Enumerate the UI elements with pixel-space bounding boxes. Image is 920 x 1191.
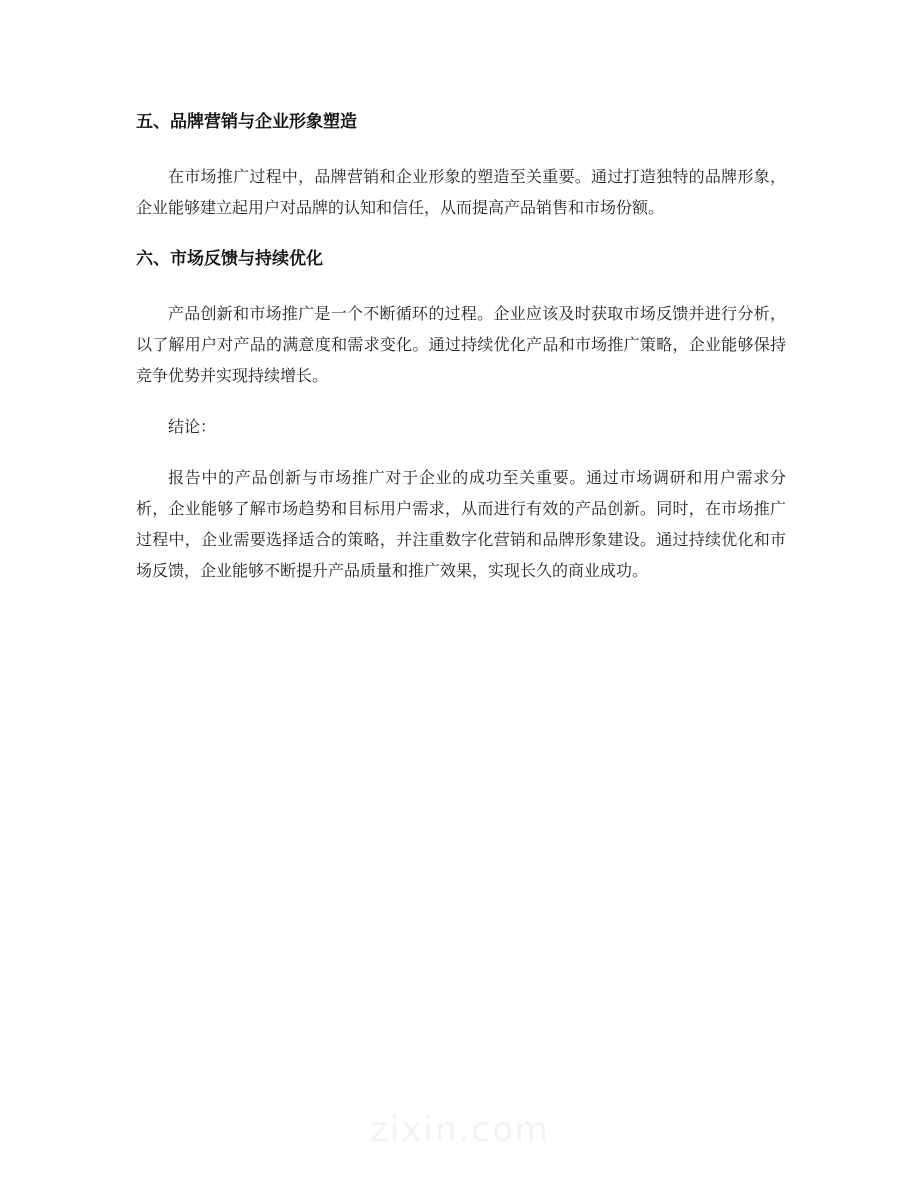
conclusion-paragraph: 报告中的产品创新与市场推广对于企业的成功至关重要。通过市场调研和用户需求分析，企业能够了解市场趋势和目标用户需求，从而进行有效的产品创新。同时，在市场推广过程中，企业需要选择适合的策略，并注重数字化营销和品牌形象建设。通过持续优化和市场反馈，企业能够不断提升产品质量和推广效果，实现长久的商业成功。 bbox=[136, 468, 786, 580]
watermark: zixin.com bbox=[370, 1110, 550, 1150]
conclusion-label: 结论： bbox=[168, 417, 217, 436]
document-page bbox=[136, 104, 786, 586]
section-heading-market-feedback: 六、市场反馈与持续优化 bbox=[136, 249, 323, 269]
section-heading-brand-marketing: 五、品牌营销与企业形象塑造 bbox=[136, 112, 357, 132]
section-paragraph-market-feedback: 产品创新和市场推广是一个不断循环的过程。企业应该及时获取市场反馈并进行分析，以了解用户对产品的满意度和需求变化。通过持续优化产品和市场推广策略，企业能够保持竞争优势并实现持续增长。 bbox=[136, 304, 786, 385]
section-paragraph-brand-marketing: 在市场推广过程中，品牌营销和企业形象的塑造至关重要。通过打造独特的品牌形象，企业能够建立起用户对品牌的认知和信任，从而提高产品销售和市场份额。 bbox=[136, 167, 786, 217]
